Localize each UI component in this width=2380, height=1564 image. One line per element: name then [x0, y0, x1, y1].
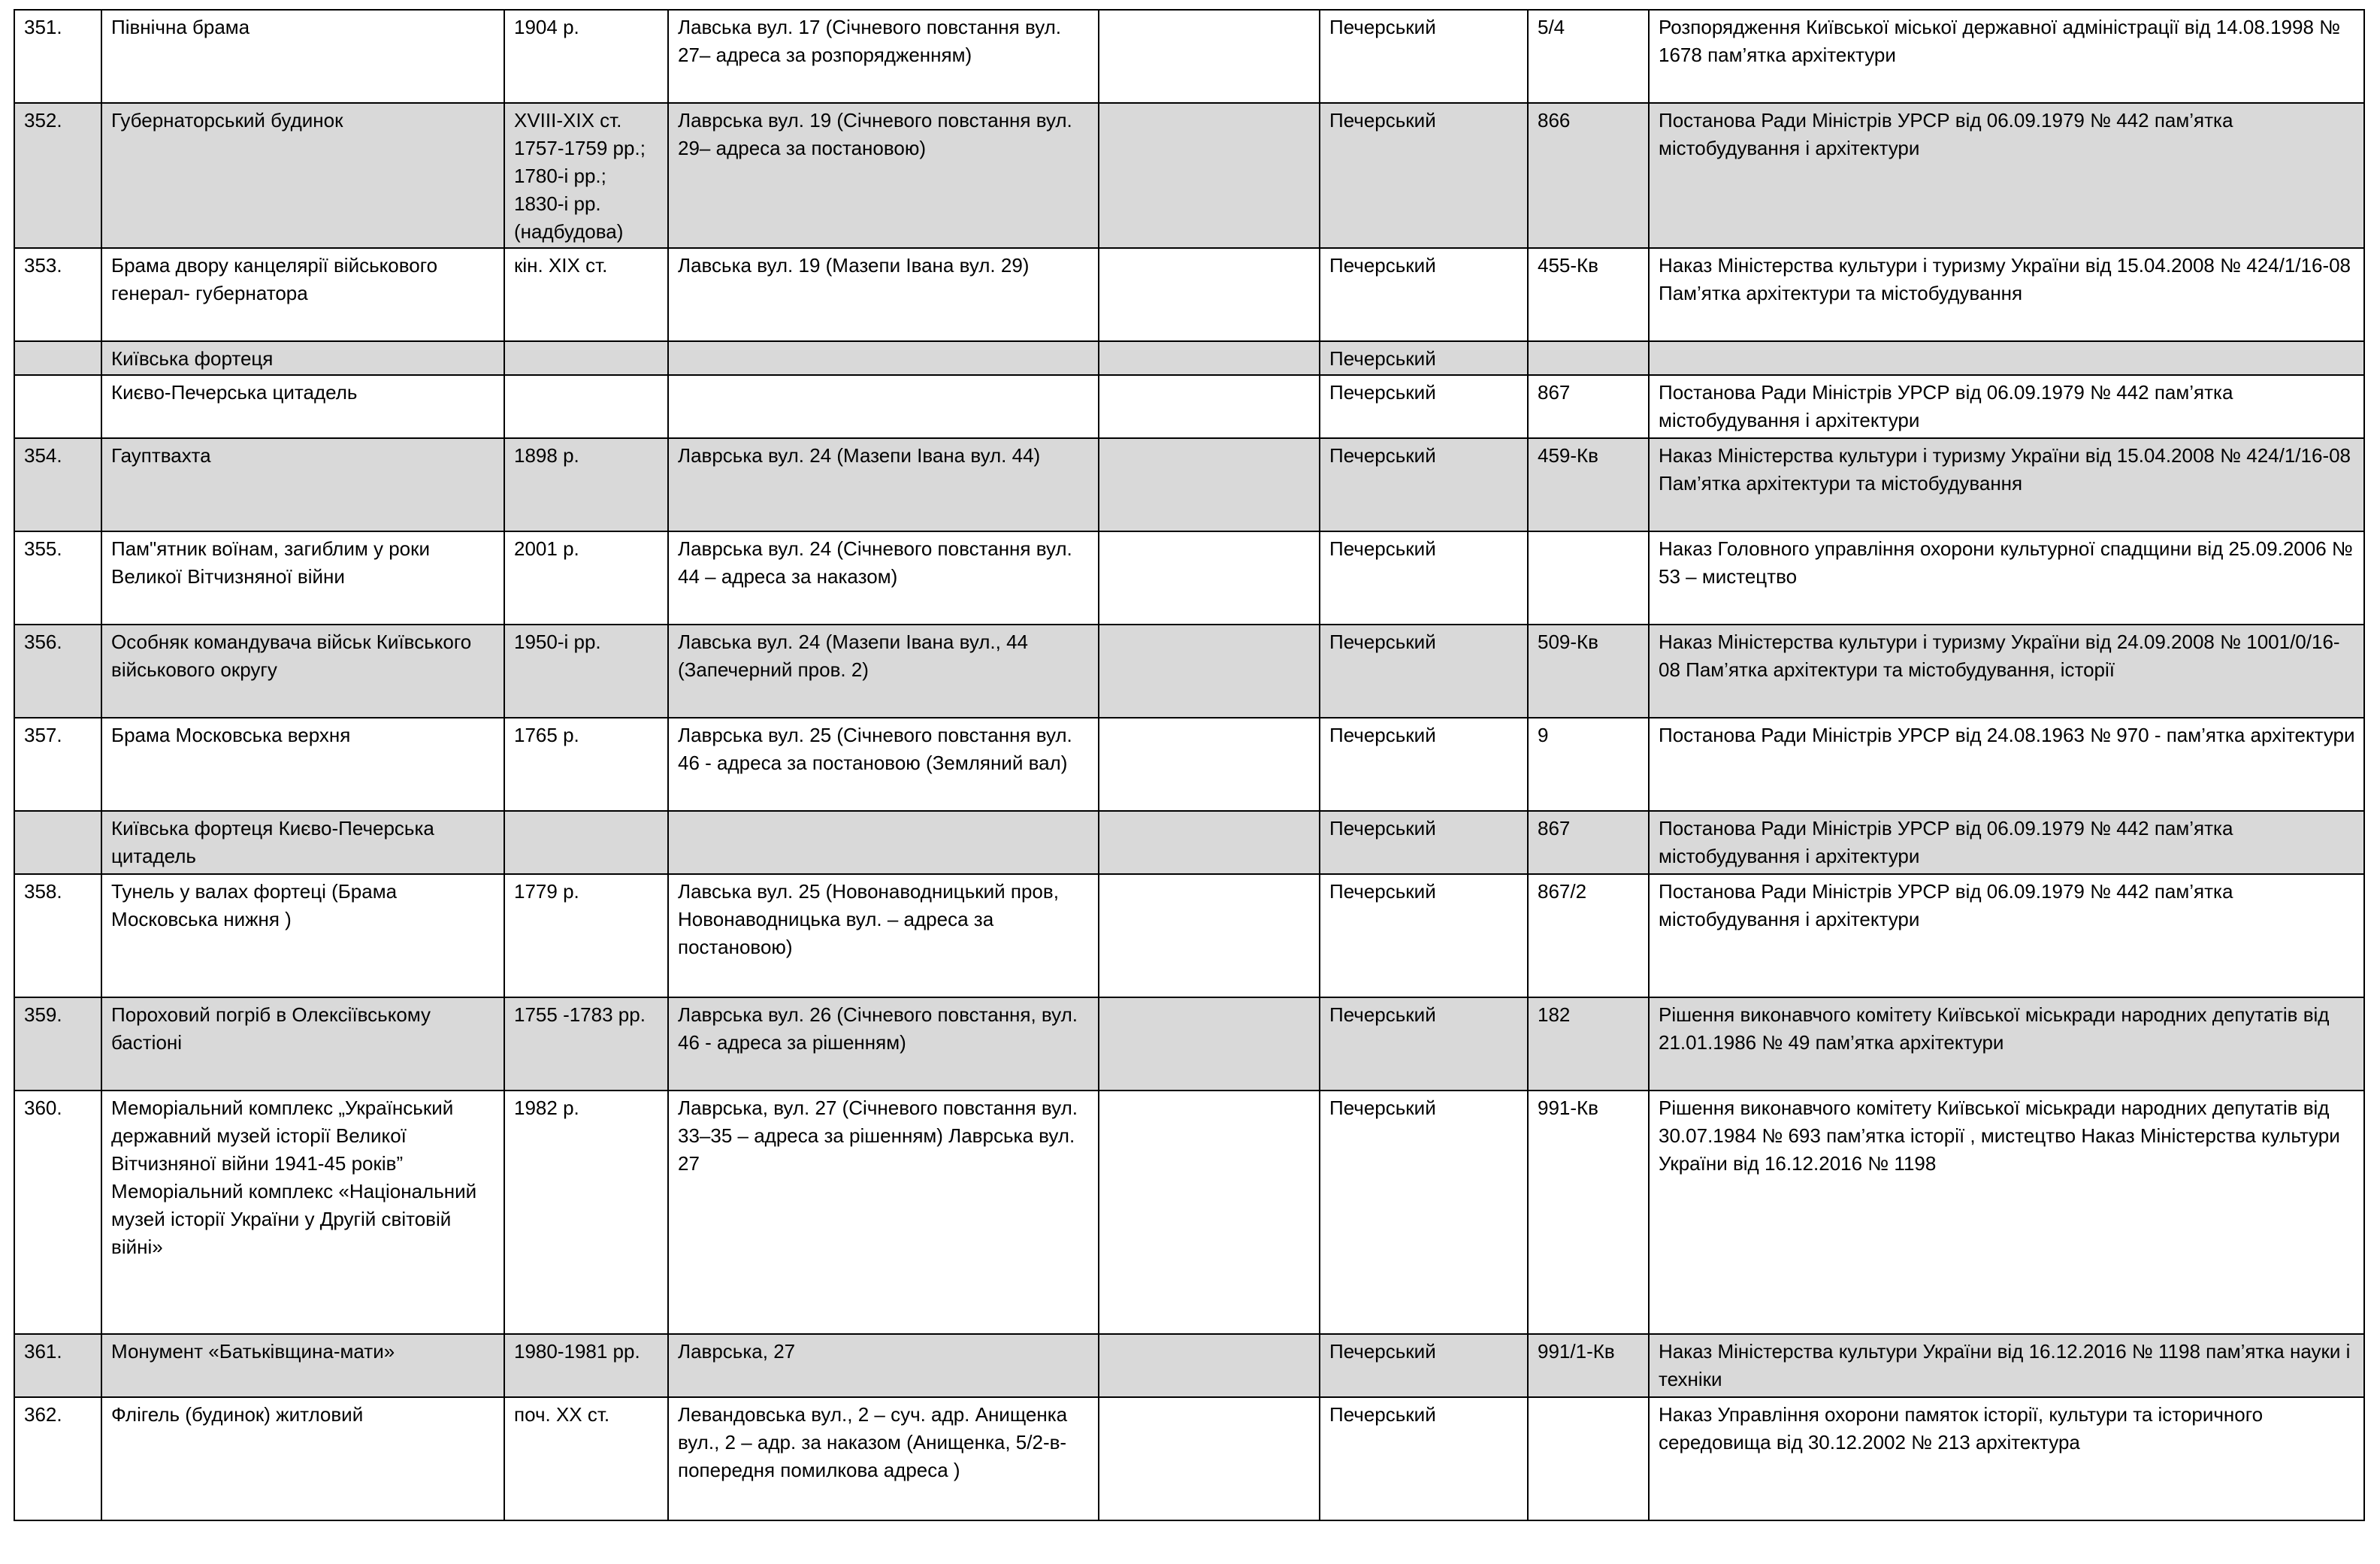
construction-date-cell: 1779 р.: [504, 874, 668, 997]
row-number-cell: 353.: [14, 248, 101, 341]
empty-column-cell: [1099, 625, 1320, 718]
empty-column-cell: [1099, 811, 1320, 874]
table-row: [14, 874, 2364, 997]
construction-date-cell: 1982 р.: [504, 1091, 668, 1334]
empty-column-cell: [1099, 997, 1320, 1091]
row-number-cell: [14, 811, 101, 874]
protection-number-cell: 866: [1528, 103, 1649, 248]
row-number-cell: [14, 341, 101, 375]
row-number-cell: 351.: [14, 10, 101, 103]
table-row: [14, 1091, 2364, 1334]
table-row: [14, 997, 2364, 1091]
empty-column-cell: [1099, 1091, 1320, 1334]
construction-date-cell: [504, 341, 668, 375]
row-number-cell: 352.: [14, 103, 101, 248]
monument-name-cell: Особняк командувача військ Київського військового округу: [101, 625, 504, 718]
protection-number-cell: 9: [1528, 718, 1649, 811]
protection-number-cell: 991-Кв: [1528, 1091, 1649, 1334]
monument-name-cell: Пам"ятник воїнам, загиблим у роки Великої Вітчизняної війни: [101, 531, 504, 625]
table-row: [14, 103, 2364, 248]
address-cell: [668, 375, 1099, 438]
address-cell: Лаврська вул. 24 (Мазепи Івана вул. 44): [668, 438, 1099, 531]
legal-document-cell: Рішення виконавчого комітету Київської міськради народних депутатів від 30.07.1984 № 693 пам’ятка історії , мистецтво Наказ Міністерства культури України від 16.12.2016 № 1198: [1649, 1091, 2364, 1334]
construction-date-cell: 2001 р.: [504, 531, 668, 625]
empty-column-cell: [1099, 531, 1320, 625]
district-cell: Печерський: [1320, 1334, 1528, 1397]
monument-name-cell: Брама Московська верхня: [101, 718, 504, 811]
table-row: [14, 531, 2364, 625]
empty-column-cell: [1099, 341, 1320, 375]
district-cell: Печерський: [1320, 1397, 1528, 1520]
empty-column-cell: [1099, 1397, 1320, 1520]
construction-date-cell: 1980-1981 рр.: [504, 1334, 668, 1397]
legal-document-cell: Постанова Ради Міністрів УРСР від 06.09.1979 № 442 пам’ятка містобудування і архітектури: [1649, 103, 2364, 248]
protection-number-cell: 5/4: [1528, 10, 1649, 103]
address-cell: [668, 341, 1099, 375]
construction-date-cell: 1904 р.: [504, 10, 668, 103]
protection-number-cell: 991/1-Кв: [1528, 1334, 1649, 1397]
address-cell: Лаврська, 27: [668, 1334, 1099, 1397]
district-cell: Печерський: [1320, 531, 1528, 625]
address-cell: Лаврська вул. 19 (Січневого повстання вул. 29– адреса за постановою): [668, 103, 1099, 248]
table-row: [14, 248, 2364, 341]
protection-number-cell: [1528, 341, 1649, 375]
table-row: [14, 811, 2364, 874]
monuments-table-container: [14, 9, 2363, 1521]
district-cell: Печерський: [1320, 718, 1528, 811]
row-number-cell: 360.: [14, 1091, 101, 1334]
monument-name-cell: Київська фортеця Києво-Печерська цитадель: [101, 811, 504, 874]
protection-number-cell: 459-Кв: [1528, 438, 1649, 531]
empty-column-cell: [1099, 10, 1320, 103]
district-cell: Печерський: [1320, 438, 1528, 531]
protection-number-cell: 182: [1528, 997, 1649, 1091]
legal-document-cell: Постанова Ради Міністрів УРСР від 06.09.1979 № 442 пам’ятка містобудування і архітектури: [1649, 811, 2364, 874]
construction-date-cell: кін. ХІХ ст.: [504, 248, 668, 341]
construction-date-cell: XVIII-XIX ст. 1757-1759 рр.; 1780-і рр.; 1830-і рр. (надбудова): [504, 103, 668, 248]
construction-date-cell: поч. ХХ ст.: [504, 1397, 668, 1520]
construction-date-cell: 1950-і рр.: [504, 625, 668, 718]
address-cell: Лаврська вул. 25 (Січневого повстання вул. 46 - адреса за постановою (Земляний вал): [668, 718, 1099, 811]
legal-document-cell: Постанова Ради Міністрів УРСР від 24.08.1963 № 970 - пам’ятка архітектури: [1649, 718, 2364, 811]
row-number-cell: 356.: [14, 625, 101, 718]
table-body: [14, 10, 2364, 1520]
address-cell: Лавська вул. 25 (Новонаводницький пров, Новонаводницька вул. – адреса за постановою): [668, 874, 1099, 997]
legal-document-cell: Наказ Управління охорони памяток історії, культури та історичного середовища від 30.12.2002 № 213 архітектура: [1649, 1397, 2364, 1520]
address-cell: Лаврська вул. 24 (Січневого повстання вул. 44 – адреса за наказом): [668, 531, 1099, 625]
row-number-cell: 355.: [14, 531, 101, 625]
table-row: [14, 438, 2364, 531]
table-row: [14, 10, 2364, 103]
district-cell: Печерський: [1320, 811, 1528, 874]
monument-name-cell: Пороховий погріб в Олексіївському бастіоні: [101, 997, 504, 1091]
address-cell: Лаврська вул. 26 (Січневого повстання, вул. 46 - адреса за рішенням): [668, 997, 1099, 1091]
legal-document-cell: [1649, 341, 2364, 375]
empty-column-cell: [1099, 248, 1320, 341]
legal-document-cell: Наказ Головного управління охорони культурної спадщини від 25.09.2006 № 53 – мистецтво: [1649, 531, 2364, 625]
table-row: [14, 625, 2364, 718]
legal-document-cell: Наказ Міністерства культури і туризму України від 15.04.2008 № 424/1/16-08 Пам’ятка архітектури та містобудування: [1649, 438, 2364, 531]
district-cell: Печерський: [1320, 341, 1528, 375]
monument-name-cell: Північна брама: [101, 10, 504, 103]
protection-number-cell: 867: [1528, 375, 1649, 438]
address-cell: [668, 811, 1099, 874]
address-cell: Лавська вул. 17 (Січневого повстання вул. 27– адреса за розпорядженням): [668, 10, 1099, 103]
monument-name-cell: Брама двору канцелярії військового генерал- губернатора: [101, 248, 504, 341]
district-cell: Печерський: [1320, 10, 1528, 103]
protection-number-cell: 867: [1528, 811, 1649, 874]
district-cell: Печерський: [1320, 375, 1528, 438]
legal-document-cell: Рішення виконавчого комітету Київської міськради народних депутатів від 21.01.1986 № 49 пам’ятка архітектури: [1649, 997, 2364, 1091]
monument-name-cell: Флігель (будинок) житловий: [101, 1397, 504, 1520]
address-cell: Лаврська, вул. 27 (Січневого повстання вул. 33–35 – адреса за рішенням) Лаврська вул. 27: [668, 1091, 1099, 1334]
legal-document-cell: Постанова Ради Міністрів УРСР від 06.09.1979 № 442 пам’ятка містобудування і архітектури: [1649, 375, 2364, 438]
row-number-cell: 362.: [14, 1397, 101, 1520]
address-cell: Лавська вул. 24 (Мазепи Івана вул., 44 (Запечерний пров. 2): [668, 625, 1099, 718]
protection-number-cell: 509-Кв: [1528, 625, 1649, 718]
empty-column-cell: [1099, 103, 1320, 248]
monument-name-cell: Тунель у валах фортеці (Брама Московська нижня ): [101, 874, 504, 997]
address-cell: Левандовська вул., 2 – суч. адр. Анищенка вул., 2 – адр. за наказом (Анищенка, 5/2-в- попередня помилкова адреса ): [668, 1397, 1099, 1520]
table-row: [14, 1397, 2364, 1520]
legal-document-cell: Наказ Міністерства культури і туризму України від 15.04.2008 № 424/1/16-08 Пам’ятка архітектури та містобудування: [1649, 248, 2364, 341]
monument-name-cell: Києво-Печерська цитадель: [101, 375, 504, 438]
legal-document-cell: Розпорядження Київської міської державної адміністрації від 14.08.1998 № 1678 пам’ятка архітектури: [1649, 10, 2364, 103]
address-cell: Лавська вул. 19 (Мазепи Івана вул. 29): [668, 248, 1099, 341]
table-row: [14, 1334, 2364, 1397]
table-row: [14, 718, 2364, 811]
district-cell: Печерський: [1320, 103, 1528, 248]
monument-name-cell: Київська фортеця: [101, 341, 504, 375]
protection-number-cell: [1528, 1397, 1649, 1520]
row-number-cell: 359.: [14, 997, 101, 1091]
construction-date-cell: [504, 811, 668, 874]
protection-number-cell: 455-Кв: [1528, 248, 1649, 341]
empty-column-cell: [1099, 438, 1320, 531]
monument-name-cell: Монумент «Батьківщина-мати»: [101, 1334, 504, 1397]
empty-column-cell: [1099, 1334, 1320, 1397]
row-number-cell: 361.: [14, 1334, 101, 1397]
empty-column-cell: [1099, 874, 1320, 997]
empty-column-cell: [1099, 375, 1320, 438]
district-cell: Печерський: [1320, 874, 1528, 997]
construction-date-cell: [504, 375, 668, 438]
row-number-cell: 357.: [14, 718, 101, 811]
row-number-cell: [14, 375, 101, 438]
district-cell: Печерський: [1320, 1091, 1528, 1334]
construction-date-cell: 1755 -1783 рр.: [504, 997, 668, 1091]
monument-name-cell: Губернаторський будинок: [101, 103, 504, 248]
row-number-cell: 354.: [14, 438, 101, 531]
district-cell: Печерський: [1320, 997, 1528, 1091]
row-number-cell: 358.: [14, 874, 101, 997]
monument-name-cell: Гауптвахта: [101, 438, 504, 531]
district-cell: Печерський: [1320, 625, 1528, 718]
table-row: [14, 341, 2364, 375]
empty-column-cell: [1099, 718, 1320, 811]
legal-document-cell: Наказ Міністерства культури і туризму України від 24.09.2008 № 1001/0/16-08 Пам’ятка архітектури та містобудування, історії: [1649, 625, 2364, 718]
protection-number-cell: 867/2: [1528, 874, 1649, 997]
protection-number-cell: [1528, 531, 1649, 625]
district-cell: Печерський: [1320, 248, 1528, 341]
monument-name-cell: Меморіальний комплекс „Український державний музей історії Великої Вітчизняної війни 1941-45 років” Меморіальний комплекс «Національний музей історії України у Другій світовій війні»: [101, 1091, 504, 1334]
legal-document-cell: Наказ Міністерства культури України від 16.12.2016 № 1198 пам’ятка науки і техніки: [1649, 1334, 2364, 1397]
construction-date-cell: 1898 р.: [504, 438, 668, 531]
construction-date-cell: 1765 р.: [504, 718, 668, 811]
monuments-registry-table: [14, 9, 2365, 1521]
table-row: [14, 375, 2364, 438]
legal-document-cell: Постанова Ради Міністрів УРСР від 06.09.1979 № 442 пам’ятка містобудування і архітектури: [1649, 874, 2364, 997]
